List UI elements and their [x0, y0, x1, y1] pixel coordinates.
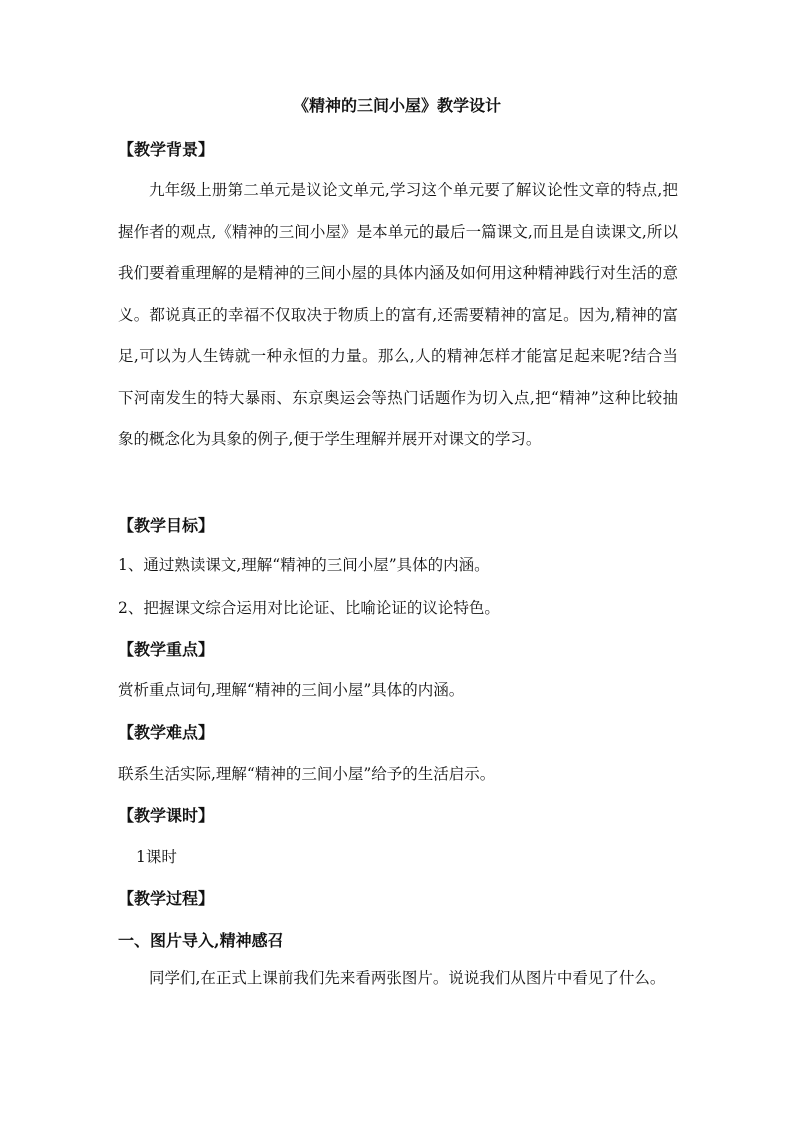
background-paragraph: 九年级上册第二单元是议论文单元,学习这个单元要了解议论性文章的特点,把握作者的观点,《精神的三间小屋》是本单元的最后一篇课文,而且是自读课文,所以我们要着重理解的是精神的三间小屋的具体内涵及如何用这种精神践行对生活的意义。都说真正的幸福不仅取决于物质上的富有,还需要精神的富足。因为,精神的富足,可以为人生铸就一种永恒的力量。那么,人的精神怎样才能富足起来呢?结合当下河南发生的特大暴雨、东京奥运会等热门话题作为切入点,把“精神”这种比较抽象的概念化为具象的例子,便于学生理解并展开对课文的学习。	[118, 181, 678, 448]
class-hours-text: 1课时	[136, 848, 177, 866]
section-heading-background: 【教学背景】	[118, 140, 215, 159]
section-heading-difficulties: 【教学难点】	[118, 723, 215, 742]
objective-item-2: 2、把握课文综合运用对比论证、比喻论证的议论特色。	[118, 599, 500, 617]
section-heading-class-hours: 【教学课时】	[118, 806, 215, 825]
objective-item-1: 1、通过熟读课文,理解“精神的三间小屋”具体的内涵。	[118, 556, 490, 574]
difficulties-text: 联系生活实际,理解“精神的三间小屋”给予的生活启示。	[118, 765, 496, 783]
process-subheading: 一、图片导入,精神感召	[118, 931, 284, 950]
document-title: 《精神的三间小屋》教学设计	[292, 96, 501, 115]
process-paragraph: 同学们,在正式上课前我们先来看两张图片。说说我们从图片中看见了什么。	[149, 969, 666, 987]
section-heading-objectives: 【教学目标】	[118, 516, 215, 535]
section-heading-process: 【教学过程】	[118, 889, 215, 908]
section-heading-key-points: 【教学重点】	[118, 640, 215, 659]
key-points-text: 赏析重点词句,理解“精神的三间小屋”具体的内涵。	[118, 681, 465, 699]
